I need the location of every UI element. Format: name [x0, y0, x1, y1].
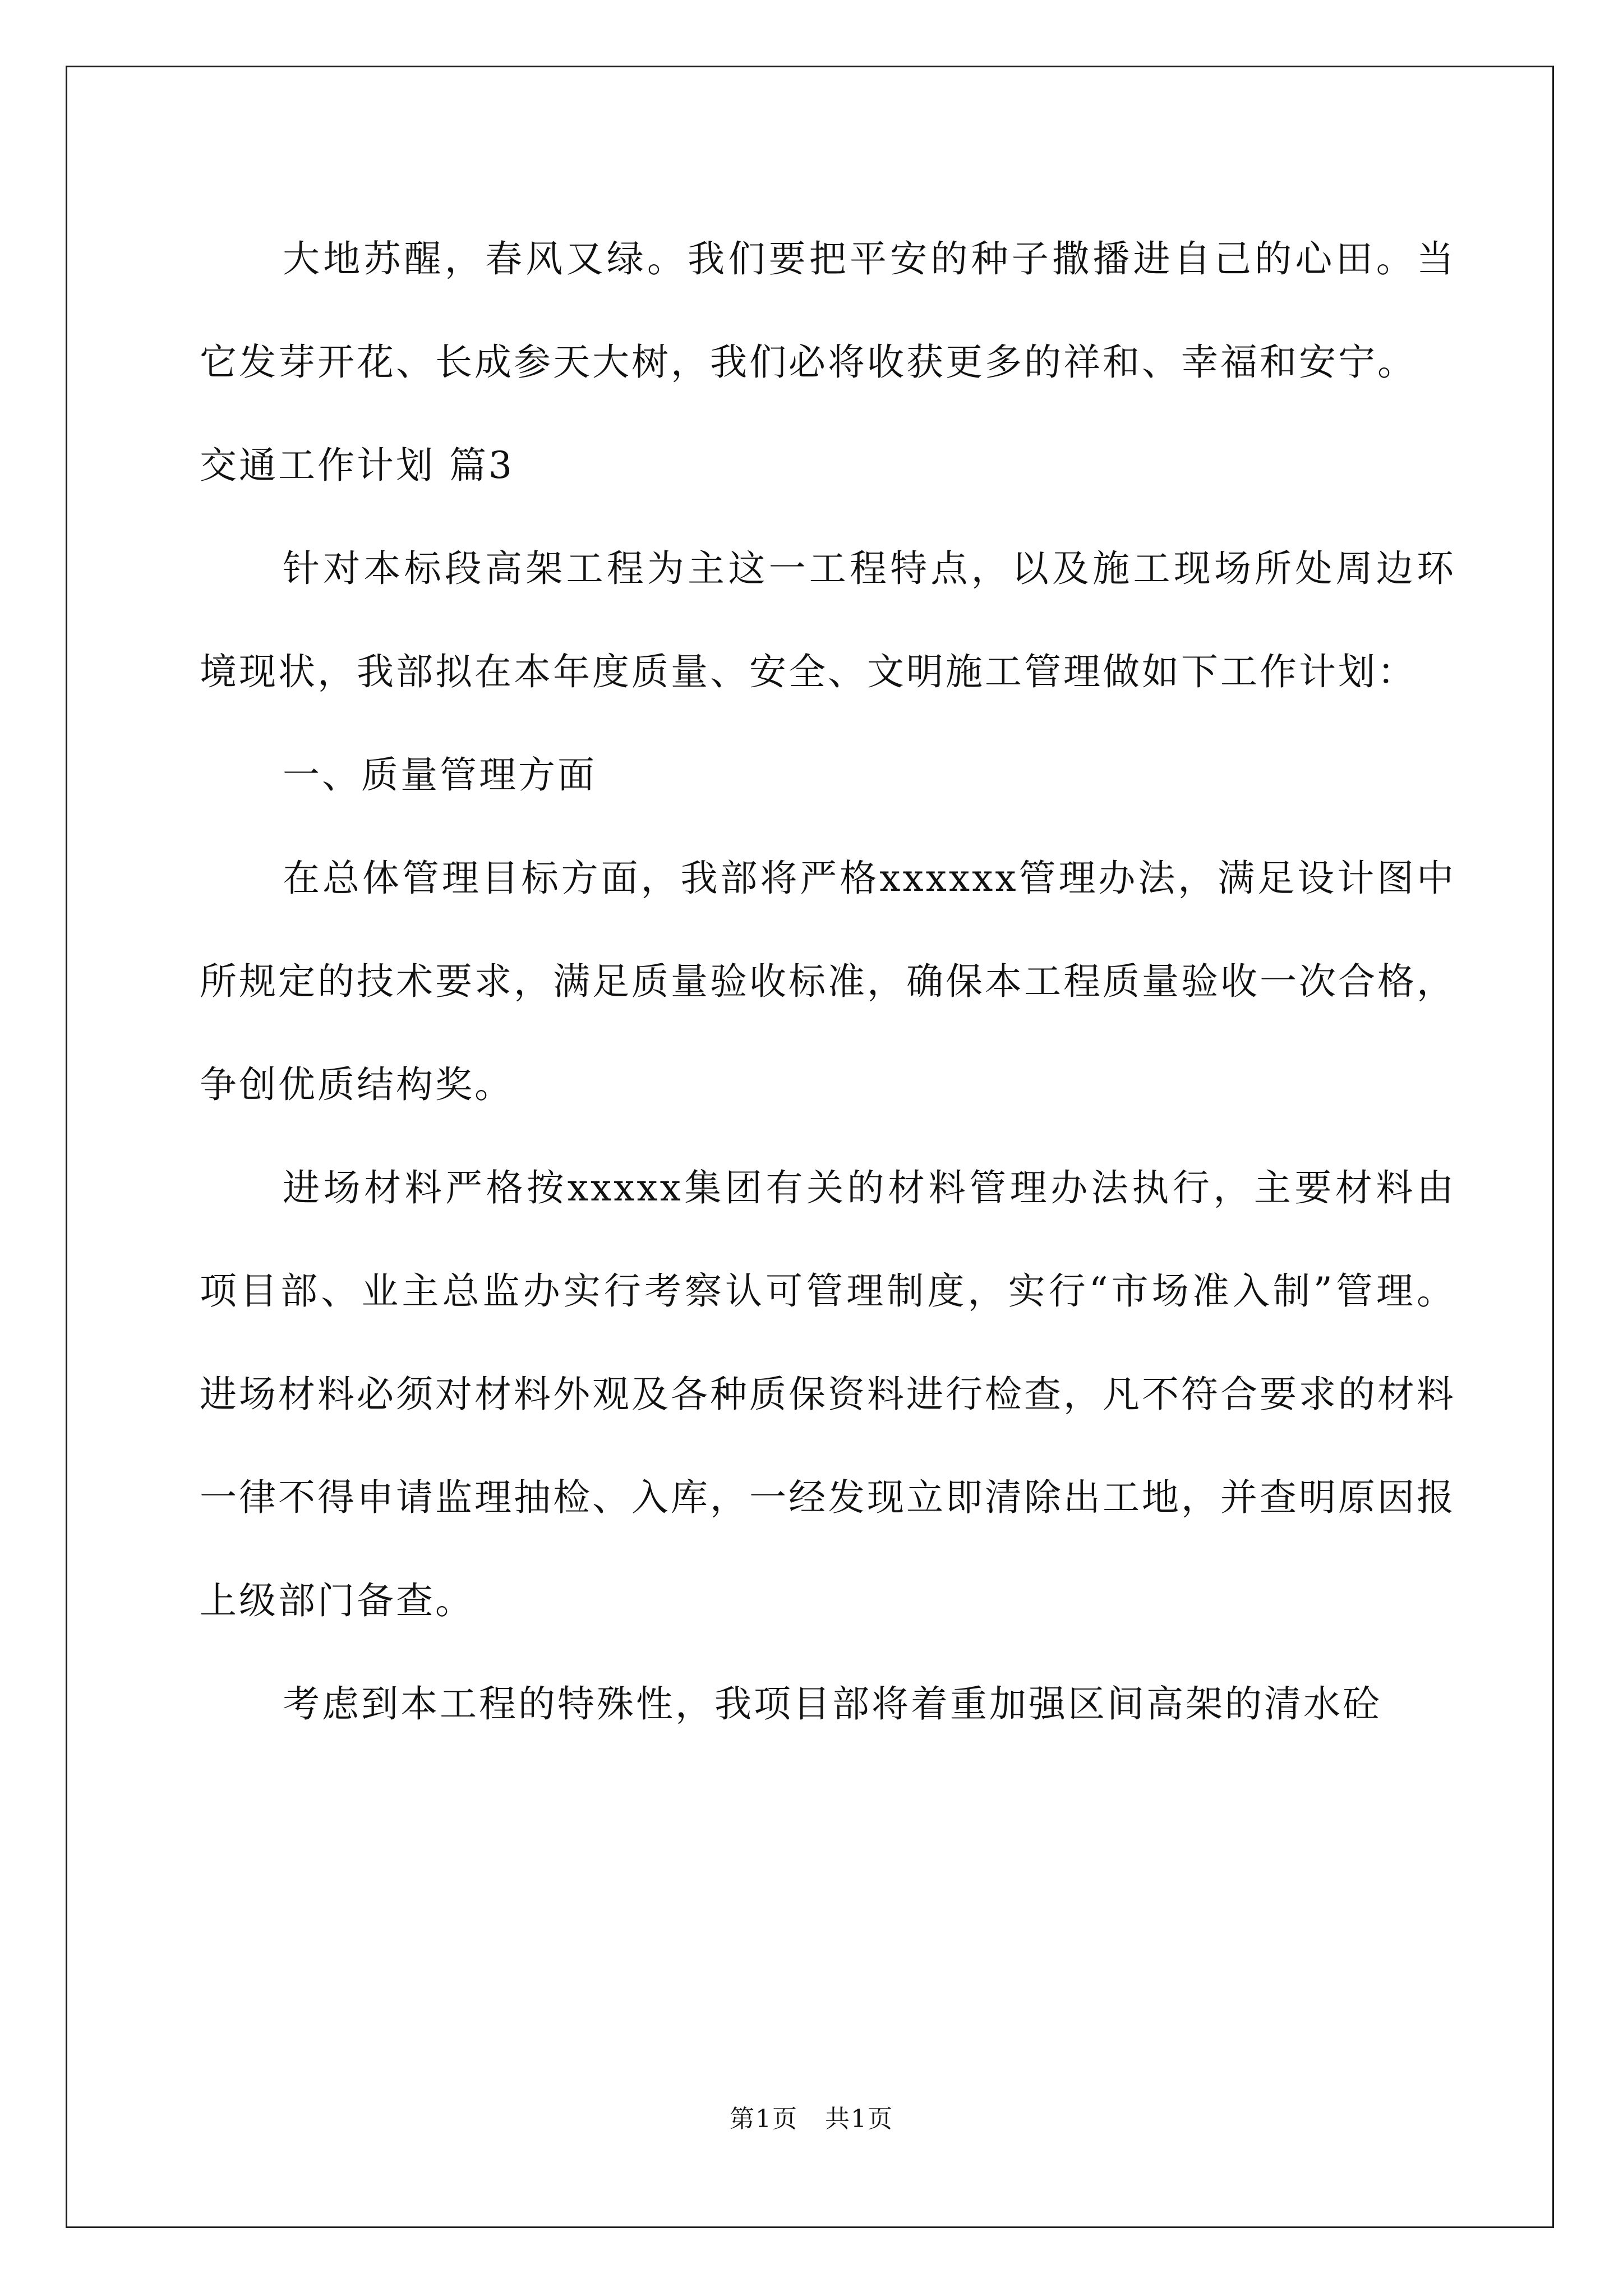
- page-number: 第1页: [730, 2105, 798, 2133]
- paragraph-spring: 大地苏醒，春风又绿。我们要把平安的种子撒播进自己的心田。当它发芽开花、长成参天大树，我们必将收获更多的祥和、幸福和安宁。: [200, 237, 1456, 384]
- section-heading: 交通工作计划 篇3: [200, 444, 514, 487]
- page-footer: [0, 2102, 1623, 2136]
- document-body: [200, 208, 1456, 1756]
- paragraph-materials: 进场材料严格按xxxxx集团有关的材料管理办法执行，主要材料由项目部、业主总监办实行考察认可管理制度，实行“市场准入制”管理。进场材料必须对材料外观及各种质保资料进行检查，凡不符合要求的材料一律不得申请监理抽检、入库，一经发现立即清除出工地，并查明原因报上级部门备查。: [200, 1166, 1456, 1622]
- paragraph-intro: 针对本标段高架工程为主这一工程特点，以及施工现场所处周边环境现状，我部拟在本年度质量、安全、文明施工管理做如下工作计划：: [200, 547, 1456, 693]
- paragraph-special: 考虑到本工程的特殊性，我项目部将着重加强区间高架的清水砼: [283, 1682, 1382, 1726]
- subheading-quality: 一、质量管理方面: [283, 753, 597, 797]
- page-total: 共1页: [825, 2105, 893, 2133]
- paragraph-quality-goal: 在总体管理目标方面，我部将严格xxxxxx管理办法，满足设计图中所规定的技术要求，满足质量验收标准，确保本工程质量验收一次合格，争创优质结构奖。: [200, 857, 1456, 1106]
